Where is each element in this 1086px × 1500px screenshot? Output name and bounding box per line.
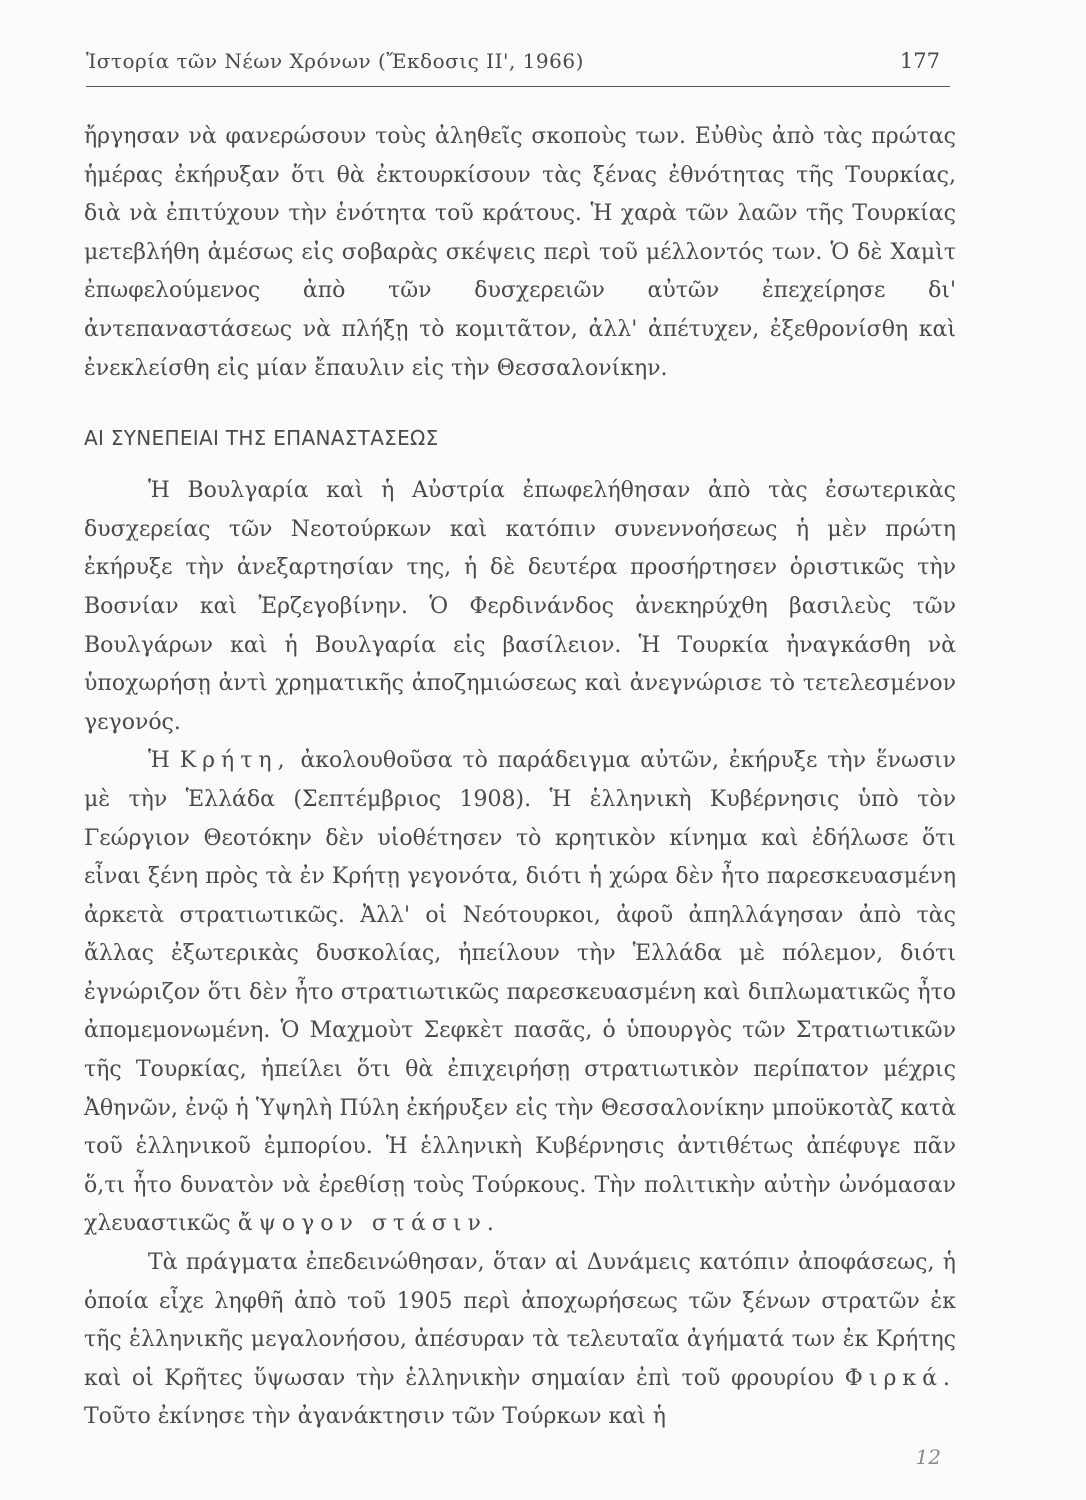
paragraph-4-end: Τοῦτο ἐκίνησε τὴν ἀγανάκτησιν τῶν Τούρκων καὶ ἡ bbox=[84, 1404, 666, 1430]
paragraph-3-text: ἀκολουθοῦσα τὸ παράδειγμα αὐτῶν, ἐκήρυξε τὴν ἕνωσιν μὲ τὴν Ἑλλάδα (Σεπτέμβριος 1908). Ἡ ἑλληνικὴ Κυβέρνησις ὑπὸ τὸν Γεώργιον Θεοτόκην δὲν υἱοθέτησεν τὸ κρητικὸν κίνημα καὶ ἐδήλωσε ὅτι εἶναι ξένη πρὸς τὰ ἐν Κρήτῃ γεγονότα, διότι ἡ χώρα δὲν ἦτο παρεσκευασμένη ἀρκετὰ στρατιωτικῶς. Ἀλλ' οἱ Νεότουρκοι, ἀφοῦ ἀπηλλάγησαν ἀπὸ τὰς ἄλλας ἐξωτερικὰς δυσκολίας, ἠπείλουν τὴν Ἑλλάδα μὲ πόλεμον, διότι ἐγνώριζον ὅτι δὲν ἦτο στρατιωτικῶς παρεσκευασμένη καὶ διπλωματικῶς ἦτο ἀπομεμονωμένη. Ὁ Μαχμοὺτ Σεφκὲτ πασᾶς, ὁ ὑπουργὸς τῶν Στρατιωτικῶν τῆς Τουρκίας, ἠπείλει ὅτι θὰ ἐπιχειρήσῃ στρατιωτικὸν περίπατον μέχρις Ἀθηνῶν, ἐνῷ ἡ Ὑψηλὴ Πύλη ἐκήρυξεν εἰς τὴν Θεσσαλονίκην μποϋκοτὰζ κατὰ τοῦ ἑλληνικοῦ ἐμπορίου. Ἡ ἑλληνικὴ Κυβέρνησις ἀντιθέτως ἀπέφυγε πᾶν ὅ,τι ἦτο δυνατὸν νὰ ἐρεθίσῃ τοὺς Τούρκους. Τὴν πολιτικὴν αὐτὴν ὠνόμασαν χλευαστικῶς bbox=[84, 748, 956, 1237]
paragraph-4 bbox=[84, 1244, 956, 1437]
signature-mark: 12 bbox=[915, 1445, 941, 1469]
firka-emphasis: Φιρκά. bbox=[844, 1365, 956, 1391]
page-body bbox=[84, 118, 956, 1437]
paragraph-3 bbox=[84, 742, 956, 1244]
crete-emphasis: Κρήτη, bbox=[179, 748, 291, 774]
section-heading: ΑΙ ΣΥΝΕΠΕΙΑΙ ΤΗΣ ΕΠΑΝΑΣΤΑΣΕΩΣ bbox=[84, 426, 439, 451]
paragraph-4-text: Τὰ πράγματα ἐπεδεινώθησαν, ὅταν αἱ Δυνάμεις κατόπιν ἀποφάσεως, ἡ ὁποία εἶχε ληφθῆ ἀπὸ τοῦ 1905 περὶ ἀποχωρήσεως τῶν ξένων στρατῶν ἐκ τῆς ἑλληνικῆς μεγαλονήσου, ἀπέσυραν τὰ τελευταῖα ἀγήματά των ἐκ Κρήτης καὶ οἱ Κρῆτες ὕψωσαν τὴν ἑλληνικὴν σημαίαν ἐπὶ τοῦ φρουρίου bbox=[84, 1250, 956, 1391]
paragraph-2: Ἡ Βουλγαρία καὶ ἡ Αὐστρία ἐπωφελήθησαν ἀπὸ τὰς ἐσωτερικὰς δυσχερείας τῶν Νεοτούρκων καὶ κατόπιν συνεννοήσεως ἡ μὲν πρώτη ἐκήρυξε τὴν ἀνεξαρτησίαν της, ἡ δὲ δευτέρα προσήρτησεν ὁριστικῶς τὴν Βοσνίαν καὶ Ἐρζεγοβίνην. Ὁ Φερδινάνδος ἀνεκηρύχθη βασιλεὺς τῶν Βουλγάρων καὶ ἡ Βουλγαρία εἰς βασίλειον. Ἡ Τουρκία ἠναγκάσθη νὰ ὑποχωρήσῃ ἀντὶ χρηματικῆς ἀποζημιώσεως καὶ ἀνεγνώρισε τὸ τετελεσμένον γεγονός. bbox=[84, 478, 956, 735]
running-header bbox=[86, 46, 950, 87]
paragraph-3-start: Ἡ bbox=[148, 748, 170, 774]
page-number: 177 bbox=[899, 49, 940, 73]
running-title: Ἱστορία τῶν Νέων Χρόνων (Ἔκδοσις ΙΙ', 1966) bbox=[86, 49, 584, 73]
aphogon-emphasis: ἄψογον στάσιν. bbox=[237, 1211, 500, 1237]
paragraph-1: ἤργησαν νὰ φανερώσουν τοὺς ἀληθεῖς σκοποὺς των. Εὐθὺς ἀπὸ τὰς πρώτας ἡμέρας ἐκήρυξαν ὅτι θὰ ἐκτουρκίσουν τὰς ξένας ἐθνότητας τῆς Τουρκίας, διὰ νὰ ἐπιτύχουν τὴν ἑνότητα τοῦ κράτους. Ἡ χαρὰ τῶν λαῶν τῆς Τουρκίας μετεβλήθη ἀμέσως εἰς σοβαρὰς σκέψεις περὶ τοῦ μέλλοντός των. Ὁ δὲ Χαμὶτ ἐπωφελούμενος ἀπὸ τῶν δυσχερειῶν αὐτῶν ἐπεχείρησε δι' ἀντεπαναστάσεως νὰ πλήξῃ τὸ κομιτᾶτον, ἀλλ' ἀπέτυχεν, ἐξεθρονίσθη καὶ ἐνεκλείσθη εἰς μίαν ἔπαυλιν εἰς τὴν Θεσσαλονίκην. bbox=[84, 124, 956, 381]
